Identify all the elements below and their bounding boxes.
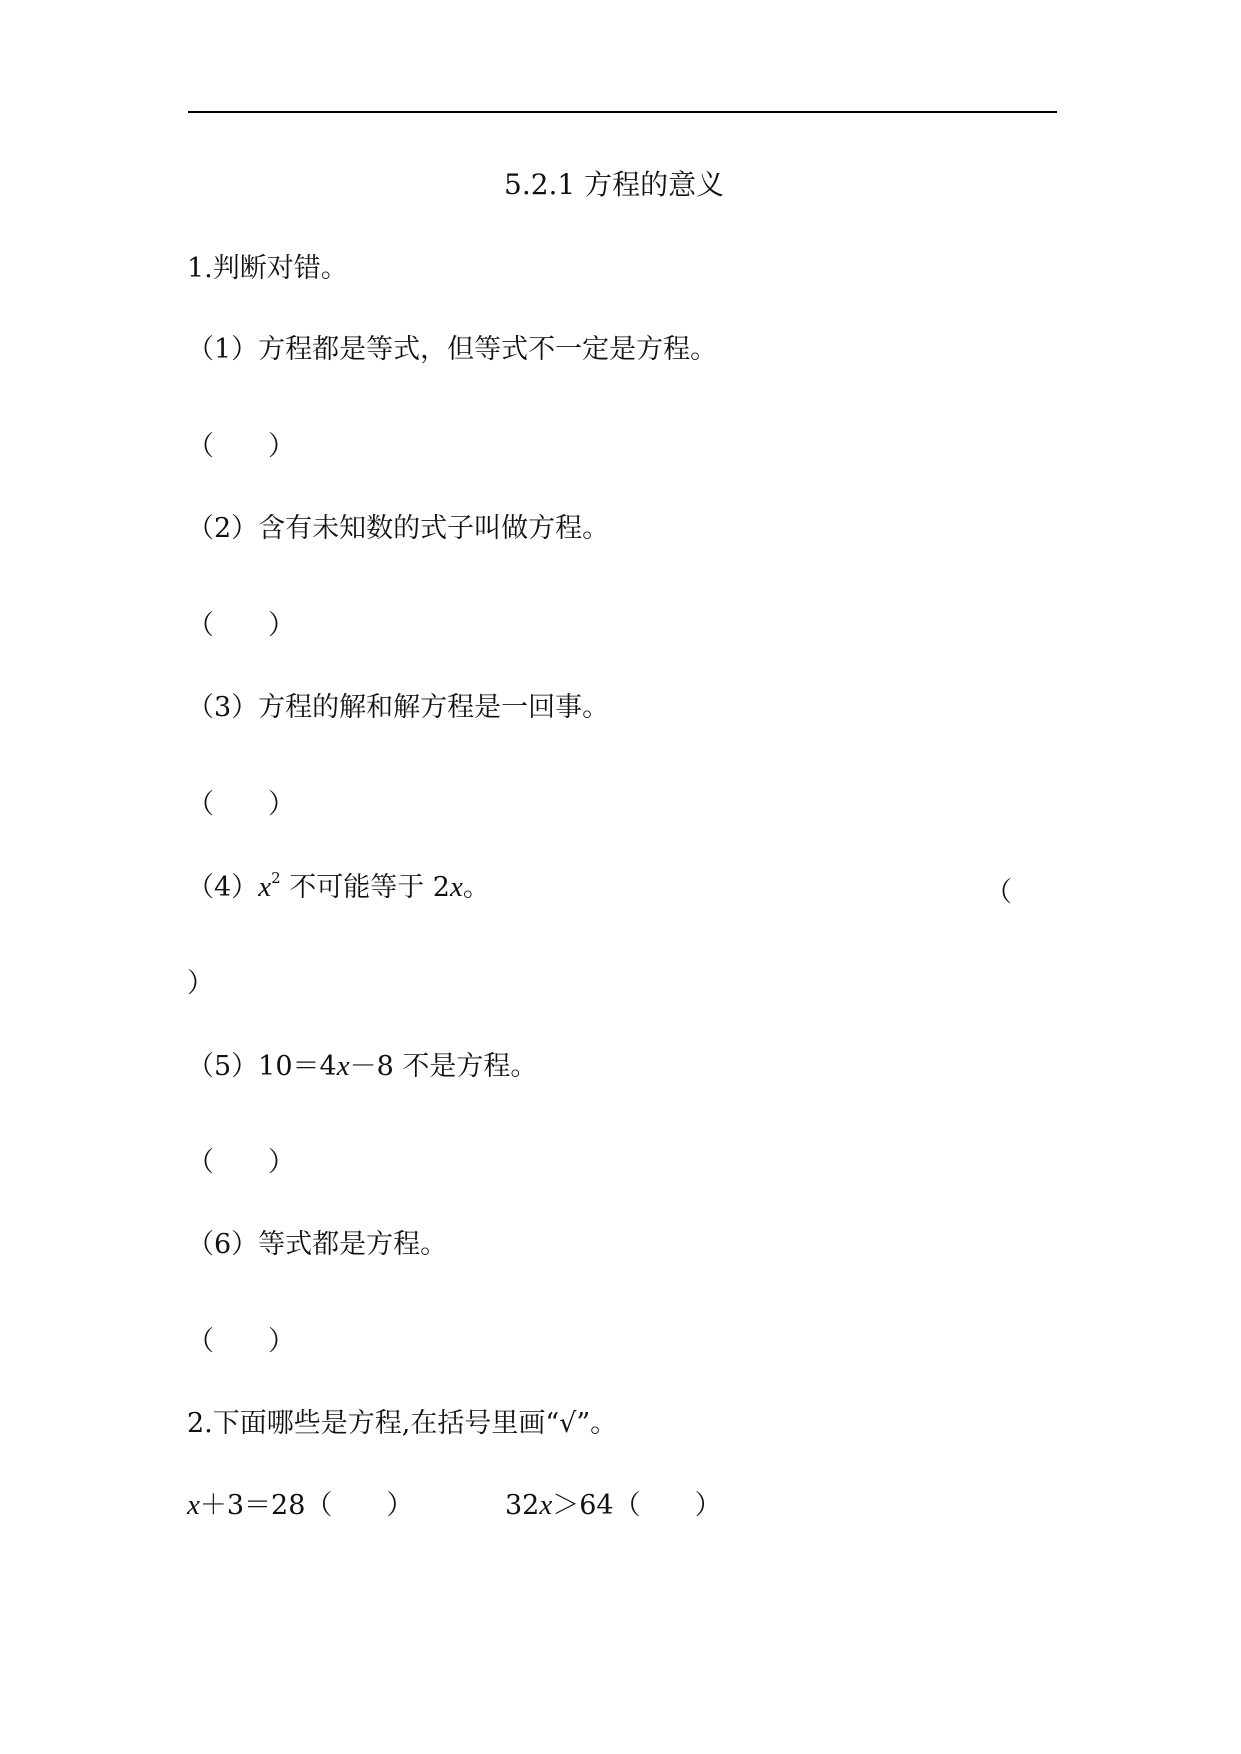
q1-item-3-answer[interactable]: （ ）: [187, 789, 295, 820]
q2-equation-2-prefix: 32: [505, 1490, 540, 1521]
question-1-heading: 1.判断对错。: [187, 253, 348, 284]
q1-item-5-prefix: （5）10＝4: [187, 1051, 337, 1082]
q1-item-2-answer[interactable]: （ ）: [187, 610, 295, 641]
q1-item-5-answer[interactable]: （ ）: [187, 1147, 295, 1178]
q1-item-5-stem: [187, 1049, 537, 1084]
variable-x: x: [336, 1050, 350, 1082]
q1-item-6-answer[interactable]: （ ）: [187, 1326, 295, 1357]
variable-x: x: [258, 871, 272, 903]
q1-item-4-prefix: （4）: [187, 872, 259, 903]
variable-x: x: [539, 1489, 553, 1521]
q2-equation-1-rest[interactable]: ＋3＝28（ ）: [199, 1490, 414, 1521]
q2-equation-2-rest[interactable]: ＞64（ ）: [552, 1490, 722, 1521]
variable-x: x: [187, 1489, 200, 1521]
q1-item-4-answer-open[interactable]: （: [985, 877, 1012, 908]
question-2-heading: 2.下面哪些是方程,在括号里画“√”。: [187, 1408, 618, 1439]
q2-equation-2: [505, 1488, 722, 1523]
q1-item-4-mid: 不可能等于 2: [280, 872, 450, 903]
q1-item-3-stem: （3）方程的解和解方程是一回事。: [187, 692, 610, 723]
q1-item-5-suffix: －8 不是方程。: [349, 1051, 538, 1082]
q1-item-1-answer[interactable]: （ ）: [187, 431, 295, 462]
q1-item-1-stem: （1）方程都是等式，但等式不一定是方程。: [187, 334, 718, 365]
q1-item-2-stem: （2）含有未知数的式子叫做方程。: [187, 513, 610, 544]
exponent: 2: [271, 869, 281, 887]
variable-x: x: [449, 871, 463, 903]
q2-equation-1: [187, 1488, 413, 1523]
header-rule: [188, 111, 1057, 113]
page-title: 5.2.1 方程的意义: [504, 168, 725, 201]
q1-item-4-suffix: 。: [462, 872, 490, 903]
q1-item-4-stem: [187, 870, 490, 905]
q1-item-6-stem: （6）等式都是方程。: [187, 1229, 448, 1260]
q1-item-4-answer-close[interactable]: ）: [187, 968, 214, 999]
